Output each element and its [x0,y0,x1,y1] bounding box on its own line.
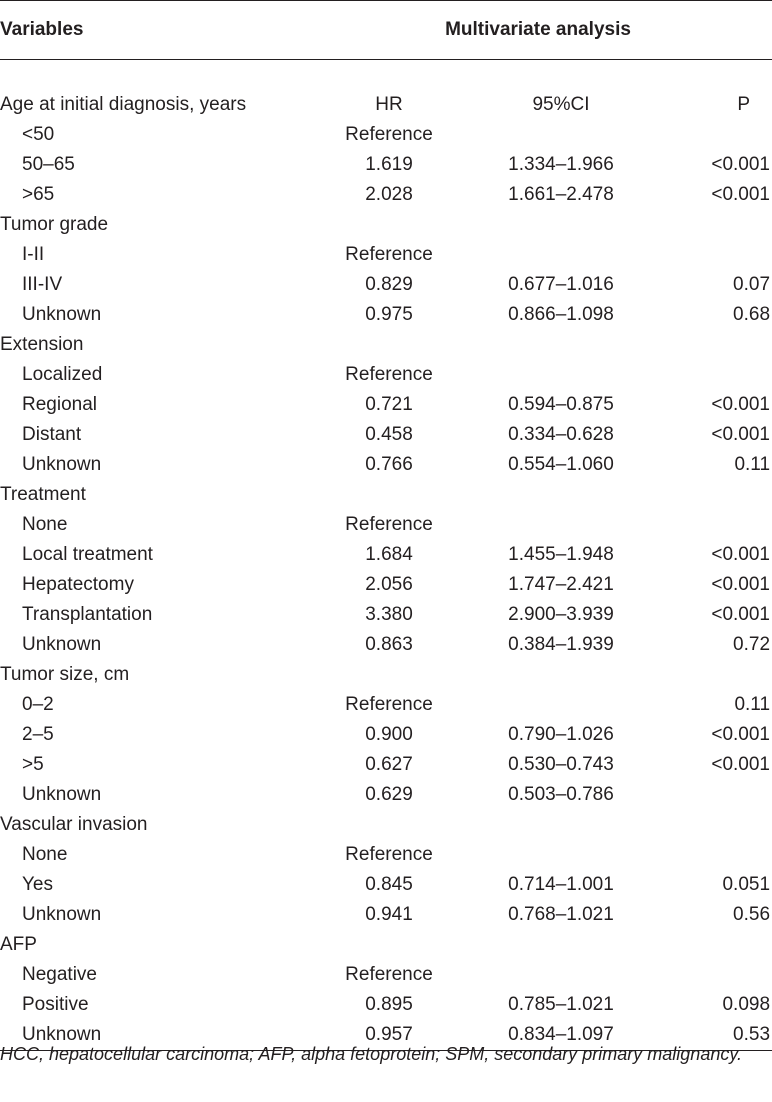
row-label: Unknown [22,904,102,925]
hr-cell: 1.619 [365,154,413,175]
ci-cell: 1.747–2.421 [508,574,614,595]
ci-cell [474,690,648,720]
row-label: Unknown [22,454,102,475]
row-label: None [22,844,68,865]
p-value-cell [648,960,772,990]
table-row [0,360,772,390]
row-label: Hepatectomy [22,574,134,595]
p-value-cell: 0.56 [733,904,771,925]
p-value-cell: 0.11 [734,694,771,715]
column-header-p: P [737,94,751,115]
p-value-cell [648,480,772,510]
p-value-cell: <0.001 [711,754,771,775]
ci-cell: 1.455–1.948 [508,544,614,565]
table-row [0,570,772,600]
hr-cell: Reference [345,694,433,715]
table-row [0,540,772,570]
hr-cell [304,330,474,360]
p-value-cell: <0.001 [711,724,771,745]
p-value-cell: <0.001 [711,424,771,445]
ci-cell [474,210,648,240]
row-label: III-IV [22,274,63,295]
ci-cell: 1.334–1.966 [508,154,614,175]
hr-cell [304,480,474,510]
table-row [0,240,772,270]
table-row [0,120,772,150]
ci-cell: 0.790–1.026 [508,724,614,745]
column-header-95ci: 95%CI [532,94,590,115]
ci-cell [474,360,648,390]
table-row [0,180,772,210]
hr-cell: Reference [345,244,433,265]
p-value-cell: 0.07 [733,274,771,295]
ci-cell [474,120,648,150]
p-value-cell [648,360,772,390]
p-value-cell: 0.098 [722,994,771,1015]
row-label: AFP [0,934,37,955]
ci-cell: 0.834–1.097 [474,1020,648,1051]
table-row [0,690,772,720]
table-row [0,300,772,330]
ci-cell [474,240,648,270]
ci-cell [474,480,648,510]
row-label: Yes [22,874,53,895]
p-value-cell [648,330,772,360]
ci-cell: 0.785–1.021 [508,994,614,1015]
table-row [0,870,772,900]
table-row [0,750,772,780]
ci-cell: 0.503–0.786 [508,784,614,805]
row-label: Negative [22,964,97,985]
ci-cell: 0.334–0.628 [508,424,614,445]
table-footnote: HCC, hepatocellular carcinoma; AFP, alpha fetoprotein; SPM, secondary primary malignancy. [0,1044,743,1064]
table-row [0,210,772,240]
p-value-cell: <0.001 [711,184,771,205]
hr-cell: 0.766 [365,454,413,475]
ci-cell: 0.714–1.001 [508,874,614,895]
row-label: Unknown [22,304,102,325]
ci-cell [474,330,648,360]
hr-cell: 1.684 [365,544,413,565]
table-row [0,450,772,480]
hr-cell: 2.056 [365,574,413,595]
table-row [0,510,772,540]
hr-cell: 0.941 [365,904,413,925]
table-body [0,60,772,1051]
row-label: Treatment [0,484,86,505]
row-label: I-II [22,244,45,265]
ci-cell [474,960,648,990]
hr-cell: Reference [345,514,433,535]
table-row [0,330,772,360]
row-label: Extension [0,334,84,355]
table-row [0,960,772,990]
ci-cell: 0.866–1.098 [508,304,614,325]
row-label: >65 [22,184,55,205]
ci-cell: 1.661–2.478 [508,184,614,205]
p-value-cell [648,660,772,690]
row-label: 0–2 [22,694,54,715]
row-label: None [22,514,68,535]
hr-cell [304,930,474,960]
row-label: Unknown [0,1020,304,1051]
row-label: Unknown [22,784,102,805]
hr-cell: 0.721 [365,394,413,415]
hr-cell: Reference [345,124,433,145]
row-label: 50–65 [22,154,75,175]
header-variables: Variables [0,1,304,60]
hr-cell: 0.627 [365,754,413,775]
ci-cell: 0.677–1.016 [508,274,614,295]
table-header-row [0,1,772,60]
row-label: Localized [22,364,103,385]
row-label: Tumor grade [0,214,109,235]
ci-cell [474,510,648,540]
hr-cell: 0.458 [365,424,413,445]
table-row [0,420,772,450]
ci-cell [474,660,648,690]
p-value-cell: 0.53 [648,1020,772,1051]
row-label: 2–5 [22,724,54,745]
p-value-cell: <0.001 [711,394,771,415]
table-row [0,930,772,960]
row-label: Age at initial diagnosis, years [0,94,247,115]
table-row [0,630,772,660]
row-label: <50 [22,124,55,145]
row-label: Local treatment [22,544,153,565]
ci-cell: 2.900–3.939 [508,604,614,625]
ci-cell: 0.384–1.939 [508,634,614,655]
p-value-cell [648,810,772,840]
p-value-cell [648,930,772,960]
p-value-cell [648,240,772,270]
row-label: Transplantation [22,604,153,625]
table-row [0,480,772,510]
row-label: Tumor size, cm [0,664,130,685]
hr-cell: 0.863 [365,634,413,655]
row-label: Vascular invasion [0,814,148,835]
hr-cell: 0.957 [304,1020,474,1051]
p-value-cell: <0.001 [711,154,771,175]
p-value-cell [648,510,772,540]
hr-cell: Reference [345,844,433,865]
hr-cell [304,210,474,240]
header-multivariate-analysis: Multivariate analysis [304,1,772,60]
hr-cell: 0.900 [365,724,413,745]
table-row [0,720,772,750]
hr-cell: Reference [345,364,433,385]
hr-cell: 0.829 [365,274,413,295]
table-row [0,840,772,870]
p-value-cell: 0.72 [733,634,771,655]
table-row [0,990,772,1020]
hr-cell: 0.895 [365,994,413,1015]
p-value-cell: <0.001 [711,544,771,565]
p-value-cell: 0.051 [722,874,771,895]
hr-cell: 3.380 [365,604,413,625]
ci-cell: 0.768–1.021 [508,904,614,925]
ci-cell [474,810,648,840]
hr-cell [304,660,474,690]
hr-cell: Reference [345,964,433,985]
ci-cell [474,840,648,870]
ci-cell: 0.530–0.743 [508,754,614,775]
row-label: Positive [22,994,89,1015]
p-value-cell [648,120,772,150]
p-value-cell [648,780,772,810]
p-value-cell: <0.001 [711,574,771,595]
hr-cell [304,810,474,840]
ci-cell: 0.554–1.060 [508,454,614,475]
ci-cell [474,930,648,960]
row-label: Unknown [22,634,102,655]
hr-cell: 0.975 [365,304,413,325]
table-row [0,150,772,180]
hr-cell: 2.028 [365,184,413,205]
row-label: Regional [22,394,97,415]
table-row [0,600,772,630]
table-row [0,900,772,930]
p-value-cell [648,840,772,870]
row-label: >5 [22,754,44,775]
p-value-cell: 0.68 [733,304,771,325]
table-row [0,390,772,420]
p-value-cell: 0.11 [734,454,771,475]
p-value-cell [648,210,772,240]
row-label: Distant [22,424,82,445]
table-row-age-header [0,90,772,120]
table-row [0,270,772,300]
ci-cell: 0.594–0.875 [508,394,614,415]
p-value-cell: <0.001 [711,604,771,625]
table-row [0,780,772,810]
table-row [0,810,772,840]
hr-cell: 0.845 [365,874,413,895]
column-header-hr: HR [375,94,403,115]
table-row [0,660,772,690]
hr-cell: 0.629 [365,784,413,805]
